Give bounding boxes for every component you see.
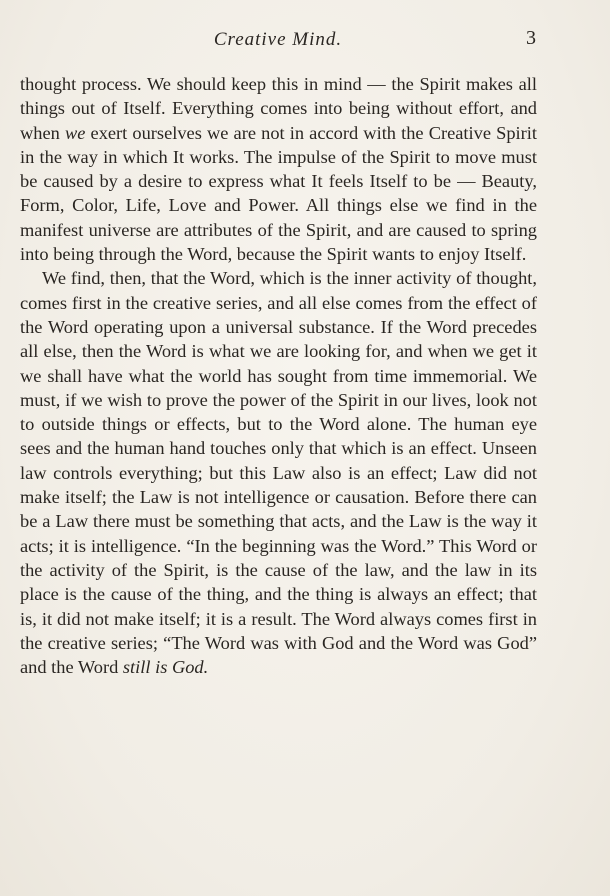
paragraph-1-emphasis: we — [64, 122, 86, 143]
paragraph-2-text-a: We find, then, that the Word, which is the inner activity of thought, comes first in the creative series, and all else comes from the effect of the Word operating upon a universal substance. If the Word precedes all else, then the Word is what we are looking for, and when we get it we shall have what the world has sought from time immemorial. We must, if we wish to prove the power of the Spirit in our lives, look not to outside things or effects, but to the Word alone. The human eye sees and the human hand touches only that which is an effect. Unseen law controls everything; but this Law also is an effect; Law did not make itself; the Law is not intelligence or causation. Before there can be a Law there must be something that acts, and the Law is the way it acts; it is intelligence. “In the beginning was the Word.” This Word or the activity of the Spirit, is the cause of the law, and the law in its place is the cause of the thing, and the thing is always an effect; that is, it did not make itself; it is a result. The Word always comes first in the creative series; “The Word was with God and the Word was God” and the Word — [20, 268, 537, 678]
running-head — [0, 28, 610, 52]
paragraph-2-emphasis: still is God. — [122, 657, 209, 678]
paragraph-2 — [20, 266, 537, 679]
paragraph-1-text-a: thought process. We should keep this in mind — the Spirit makes all things out of Itself. Everything comes into being without effort, and when — [20, 74, 537, 143]
page-number: 3 — [526, 27, 536, 49]
running-title: Creative Mind. — [213, 29, 343, 50]
paragraph-1 — [20, 72, 537, 266]
paragraph-1-text-b: exert ourselves we are not in accord with the Creative Spirit in the way in which It works. The impulse of the Spirit to move must be caused by a desire to express what It feels Itself to be — Beauty, Form, Color, Life, Love and Power. All things else we find in the manifest universe are attributes of the Spirit, and are caused to spring into being through the Word, because the Spirit wants to enjoy Itself. — [20, 122, 537, 265]
body-text — [20, 72, 537, 679]
